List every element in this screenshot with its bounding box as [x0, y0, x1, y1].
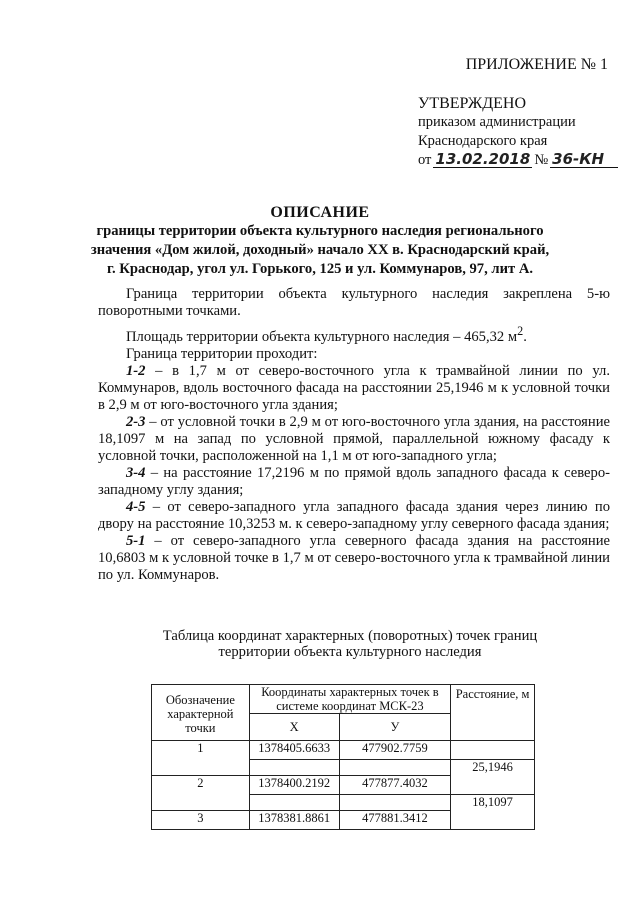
segment-5-1 — [98, 533, 610, 584]
header-distance: Расстояние, м — [451, 685, 535, 741]
header-point: Обозначение характерной точки — [152, 685, 250, 741]
subtitle-line-1: границы территории объекта культурного наследия регионального — [96, 223, 544, 239]
x-cell — [249, 795, 339, 811]
description-body — [98, 286, 610, 584]
point-cell: 3 — [152, 811, 250, 830]
segment-label: 5-1 — [126, 532, 146, 549]
segment-label: 1-2 — [126, 362, 146, 379]
handwritten-date: 13.02.2018 — [435, 150, 531, 168]
y-cell: 477902.7759 — [339, 741, 451, 760]
table-title — [130, 628, 570, 660]
area-text: Площадь территории объекта культурного наследия – 465,32 м — [126, 328, 518, 345]
segment-3-4 — [98, 465, 610, 499]
table-title-line-1: Таблица координат характерных (поворотных) точек границ — [162, 628, 538, 644]
y-cell — [339, 760, 451, 776]
point-cell: 1 — [152, 741, 250, 776]
coordinates-table — [151, 684, 535, 830]
appendix-label: ПРИЛОЖЕНИЕ № 1 — [465, 56, 608, 73]
point-cell: 2 — [152, 776, 250, 811]
area-superscript: 2 — [517, 324, 524, 338]
distance-cell: 18,1097 — [451, 795, 535, 830]
subtitle-line-3: г. Краснодар, угол ул. Горького, 125 и ул. Коммунаров, 97, лит А. — [106, 261, 534, 277]
approval-line-2: Краснодарского края — [418, 133, 548, 149]
x-cell: 1378405.6633 — [249, 741, 339, 760]
table-title-line-2: территории объекта культурного наследия — [218, 644, 482, 660]
segment-label: 3-4 — [126, 464, 146, 481]
segment-text: – от северо-западного угла западного фасада здания через линию по двору на расстояние 10,3253 м. к северо-западному углу северного фасада здания; — [98, 498, 610, 532]
approval-heading: УТВЕРЖДЕНО — [418, 95, 527, 112]
header-coordinates: Координаты характерных точек в системе координат МСК-23 — [249, 685, 450, 714]
document-title: ОПИСАНИЕ — [270, 204, 370, 221]
y-cell: 477877.4032 — [339, 776, 451, 795]
segment-text: – в 1,7 м от северо-восточного угла к трамвайной линии по ул. Коммунаров, вдоль восточного фасада на расстоянии 25,1946 м к условной точки в 2,9 м от юго-восточного угла здания; — [98, 362, 610, 413]
paragraph-boundary-intro: Граница территории проходит: — [126, 345, 318, 362]
area-end: . — [523, 328, 527, 345]
approval-block — [418, 94, 620, 170]
subtitle-line-2: значения «Дом жилой, доходный» начало XX в. Краснодарский край, — [90, 242, 550, 258]
segment-label: 2-3 — [126, 413, 146, 430]
x-cell: 1378400.2192 — [249, 776, 339, 795]
approval-line-1: приказом администрации — [418, 114, 576, 130]
segment-text: – от условной точки в 2,9 м от юго-восточного угла здания, на расстояние 18,1097 м на запад по условной прямой, параллельной южному фасаду к условной точки, расположенной на 1,1 м от юго-западного угла; — [98, 413, 610, 464]
date-prefix: от — [418, 152, 432, 168]
segment-text: – от северо-западного угла северного фасада здания на расстояние 10,6803 м к условной точке в 1,7 м от северо-восточного угла к трамвайной линии по ул. Коммунаров. — [98, 532, 610, 583]
document-subtitle — [90, 222, 550, 279]
x-cell — [249, 760, 339, 776]
segment-1-2 — [98, 363, 610, 414]
segment-text: – на расстояние 17,2196 м по прямой вдоль западного фасада к северо-западному углу здания; — [98, 464, 610, 498]
header-x: X — [249, 714, 339, 741]
paragraph-points: Граница территории объекта культурного наследия закреплена 5-ю поворотными точками. — [98, 286, 610, 319]
number-prefix: № — [534, 152, 549, 168]
y-cell: 477881.3412 — [339, 811, 451, 830]
x-cell: 1378381.8861 — [249, 811, 339, 830]
distance-cell: 25,1946 — [451, 760, 535, 795]
segment-4-5 — [98, 499, 610, 533]
distance-cell — [451, 741, 535, 760]
order-date-number — [418, 151, 620, 170]
table-row — [152, 741, 535, 760]
segment-label: 4-5 — [126, 498, 146, 515]
segment-2-3 — [98, 414, 610, 465]
y-cell — [339, 795, 451, 811]
header-y: У — [339, 714, 451, 741]
handwritten-number: 36-КН — [550, 151, 618, 168]
paragraph-area — [98, 323, 610, 346]
